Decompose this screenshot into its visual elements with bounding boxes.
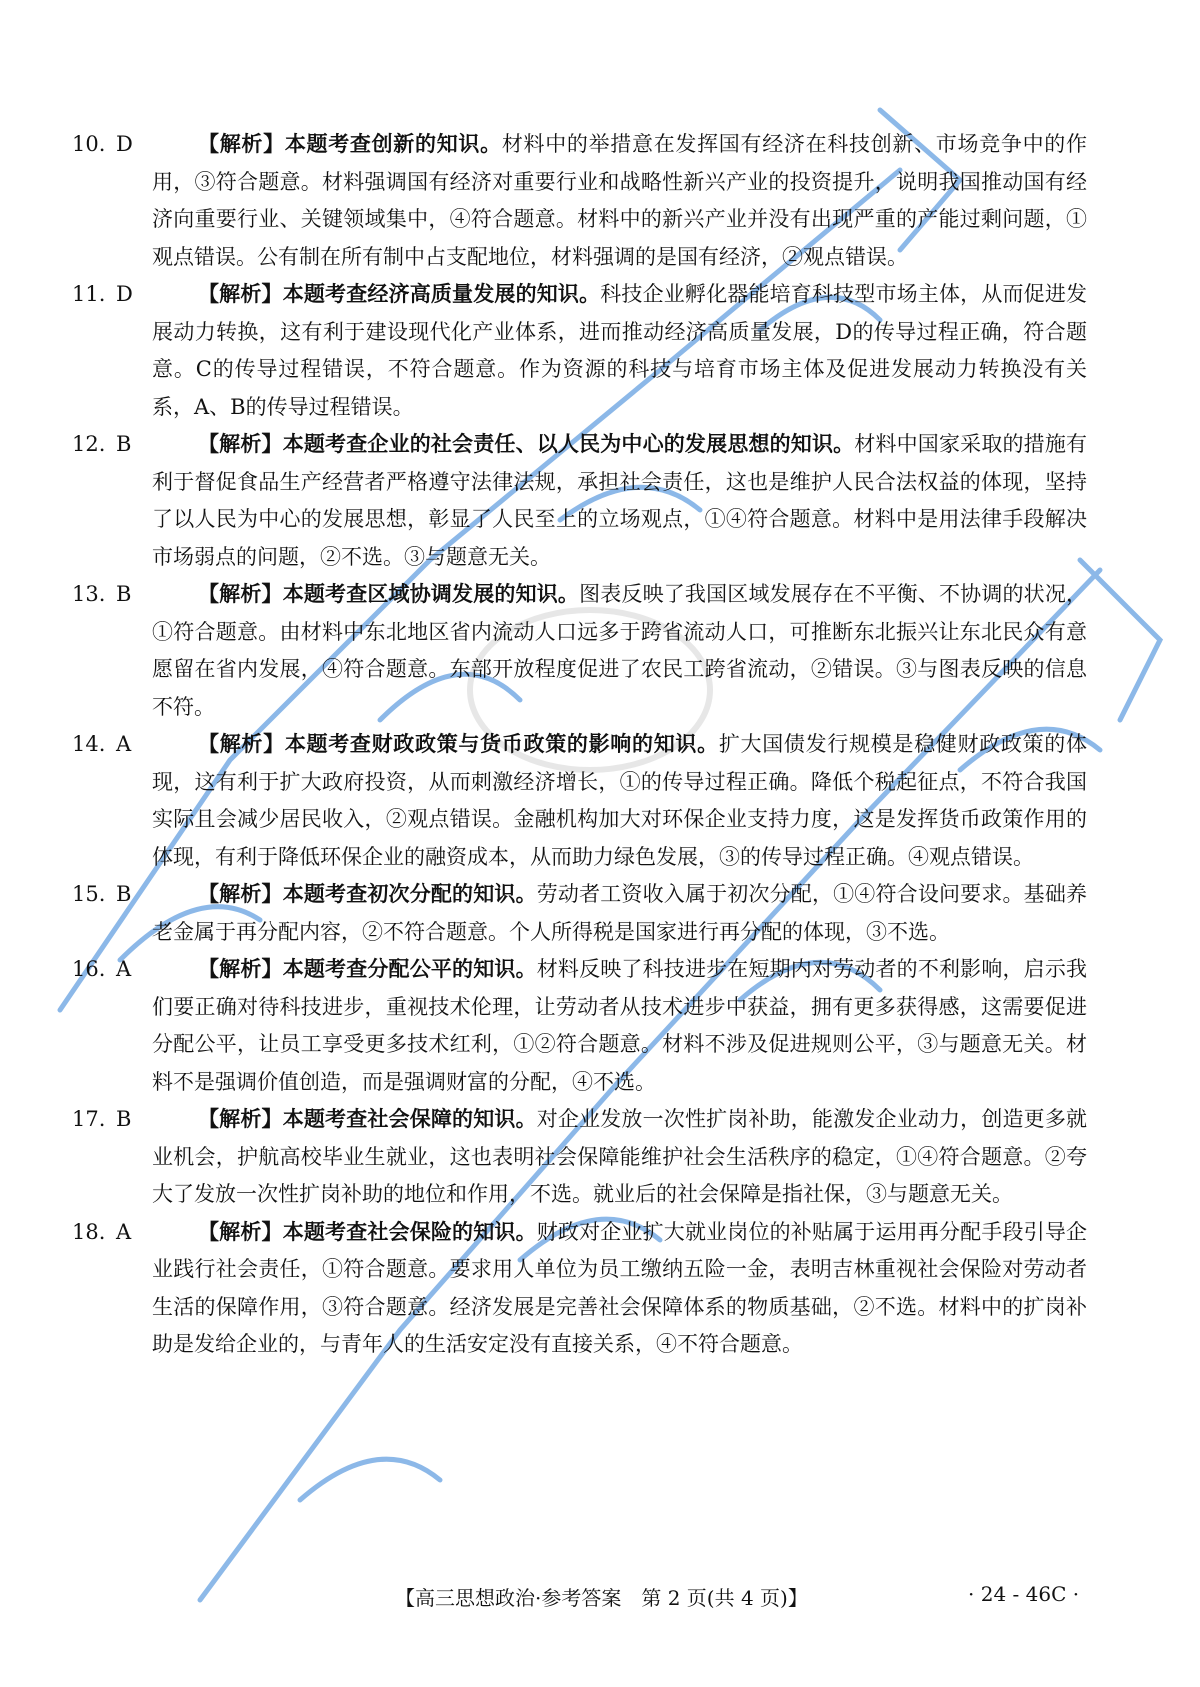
answer-body — [152, 951, 1087, 1101]
answer-body — [152, 576, 1087, 726]
answer-head — [72, 876, 172, 914]
topic-heading: 本题考查社会保险的知识。 — [282, 1219, 537, 1244]
analysis-tag: 【解析】 — [198, 1219, 283, 1244]
page-footer — [0, 1582, 1200, 1612]
analysis-text: 对企业发放一次性扩岗补助，能激发企业动力，创造更多就业机会，护航高校毕业生就业，这也表明社会保障能维护社会生活秩序的稳定，①④符合题意。②夸大了发放一次性扩岗补助的地位和作用，不选。就业后的社会保障是指社保，③与题意无关。 — [152, 1107, 1088, 1206]
analysis-text: 材料中的举措意在发挥国有经济在科技创新、市场竞争中的作用，③符合题意。材料强调国有经济对重要行业和战略性新兴产业的投资提升，说明我国推动国有经济向重要行业、关键领域集中，④符合题意。材料中的新兴产业并没有出现严重的产能过剩问题，①观点错误。公有制在所有制中占支配地位，材料强调的是国有经济，②观点错误。 — [152, 132, 1088, 269]
answer-head — [72, 726, 172, 764]
answer-head — [72, 576, 172, 614]
analysis-tag: 【解析】 — [198, 732, 285, 756]
analysis-text: 扩大国债发行规模是稳健财政政策的体现，这有利于扩大政府投资，从而刺激经济增长，①的传导过程正确。降低个税起征点，不符合我国实际且会减少居民收入，②观点错误。金融机构加大对环保企业支持力度，这是发挥货币政策作用的体现，有利于降低环保企业的融资成本，从而助力绿色发展，③的传导过程正确。④观点错误。 — [152, 732, 1088, 869]
question-number: 10. — [72, 132, 106, 156]
question-number: 16. — [72, 957, 106, 981]
answer-list — [72, 126, 1088, 1364]
answer-item — [72, 951, 1088, 1101]
answer-key: B — [116, 882, 132, 906]
analysis-tag: 【解析】 — [198, 1107, 283, 1131]
watermark-stroke — [300, 1459, 440, 1500]
analysis-text: 材料反映了科技进步在短期内对劳动者的不利影响，启示我们要正确对待科技进步，重视技术伦理，让劳动者从技术进步中获益，拥有更多获得感，这需要促进分配公平，让员工享受更多技术红利，①②符合题意。材料不涉及促进规则公平，③与题意无关。材料不是强调价值创造，而是强调财富的分配，④不选。 — [152, 957, 1088, 1094]
analysis-tag: 【解析】 — [198, 132, 285, 156]
answer-item — [72, 1214, 1088, 1364]
topic-heading: 本题考查区域协调发展的知识。 — [282, 582, 580, 606]
topic-heading: 本题考查企业的社会责任、以人民为中心的发展思想的知识。 — [282, 432, 855, 456]
question-number: 17. — [72, 1107, 106, 1131]
answer-head — [72, 426, 172, 464]
analysis-text: 财政对企业扩大就业岗位的补贴属于运用再分配手段引导企业践行社会责任，①符合题意。要求用人单位为员工缴纳五险一金，表明吉林重视社会保险对劳动者生活的保障作用，③符合题意。经济发展是完善社会保障体系的物质基础，②不选。材料中的扩岗补助是发给企业的，与青年人的生活安定没有直接关系，④不符合题意。 — [152, 1219, 1088, 1356]
analysis-text: 科技企业孵化器能培育科技型市场主体，从而促进发展动力转换，这有利于建设现代化产业体系，进而推动经济高质量发展，D的传导过程正确，符合题意。C的传导过程错误，不符合题意。作为资源的科技与培育市场主体及促进发展动力转换没有关系，A、B的传导过程错误。 — [152, 282, 1088, 419]
answer-item — [72, 426, 1088, 576]
analysis-text: 材料中国家采取的措施有利于督促食品生产经营者严格遵守法律法规，承担社会责任，这也是维护人民合法权益的体现，坚持了以人民为中心的发展思想，彰显了人民至上的立场观点，①④符合题意。材料中是用法律手段解决市场弱点的问题，②不选。③与题意无关。 — [152, 432, 1088, 569]
topic-heading: 本题考查初次分配的知识。 — [282, 882, 537, 906]
analysis-text: 图表反映了我国区域发展存在不平衡、不协调的状况，①符合题意。由材料中东北地区省内流动人口远多于跨省流动人口，可推断东北振兴让东北民众有意愿留在省内发展，④符合题意。东部开放程度促进了农民工跨省流动，②错误。③与图表反映的信息不符。 — [152, 582, 1088, 719]
answer-body — [152, 276, 1087, 426]
answer-item — [72, 126, 1088, 276]
answer-item — [72, 876, 1088, 951]
footer-title: 【高三思想政治·参考答案 第 2 页(共 4 页)】 — [395, 1586, 808, 1610]
answer-item — [72, 1101, 1088, 1214]
question-number: 12. — [72, 432, 106, 456]
answer-head — [72, 1214, 172, 1252]
analysis-tag: 【解析】 — [198, 957, 283, 981]
answer-item — [72, 576, 1088, 726]
answer-key: D — [116, 132, 133, 156]
answer-key: A — [116, 732, 132, 756]
answer-head — [72, 276, 172, 314]
watermark-stroke — [1080, 560, 1160, 720]
answer-key: B — [116, 582, 132, 606]
question-number: 11. — [72, 282, 106, 306]
footer-code: · 24 - 46C · — [968, 1582, 1080, 1606]
answer-key: B — [116, 1107, 132, 1131]
answer-head — [72, 951, 172, 989]
topic-heading: 本题考查分配公平的知识。 — [282, 957, 537, 981]
question-number: 13. — [72, 582, 106, 606]
topic-heading: 本题考查创新的知识。 — [284, 132, 502, 156]
analysis-tag: 【解析】 — [198, 282, 283, 306]
answer-key: D — [116, 282, 133, 306]
analysis-tag: 【解析】 — [198, 582, 283, 606]
answer-body — [152, 1101, 1087, 1214]
question-number: 15. — [72, 882, 106, 906]
answer-body — [152, 426, 1087, 576]
analysis-text: 劳动者工资收入属于初次分配，①④符合设问要求。基础养老金属于再分配内容，②不符合题意。个人所得税是国家进行再分配的体现，③不选。 — [152, 882, 1088, 944]
topic-heading: 本题考查社会保障的知识。 — [282, 1107, 537, 1131]
topic-heading: 本题考查经济高质量发展的知识。 — [282, 282, 601, 306]
analysis-tag: 【解析】 — [198, 432, 283, 456]
answer-item — [72, 276, 1088, 426]
answer-body — [152, 726, 1087, 876]
answer-body — [152, 126, 1087, 276]
answer-key: A — [116, 1219, 132, 1244]
answer-head — [72, 126, 172, 164]
answer-item — [72, 726, 1088, 876]
analysis-tag: 【解析】 — [198, 882, 283, 906]
question-number: 18. — [72, 1219, 106, 1244]
question-number: 14. — [72, 732, 106, 756]
answer-key: B — [116, 432, 132, 456]
answer-key: A — [116, 957, 132, 981]
answer-head — [72, 1101, 172, 1139]
topic-heading: 本题考查财政政策与货币政策的影响的知识。 — [284, 732, 719, 756]
answer-body — [152, 1214, 1087, 1364]
answer-body — [152, 876, 1087, 951]
